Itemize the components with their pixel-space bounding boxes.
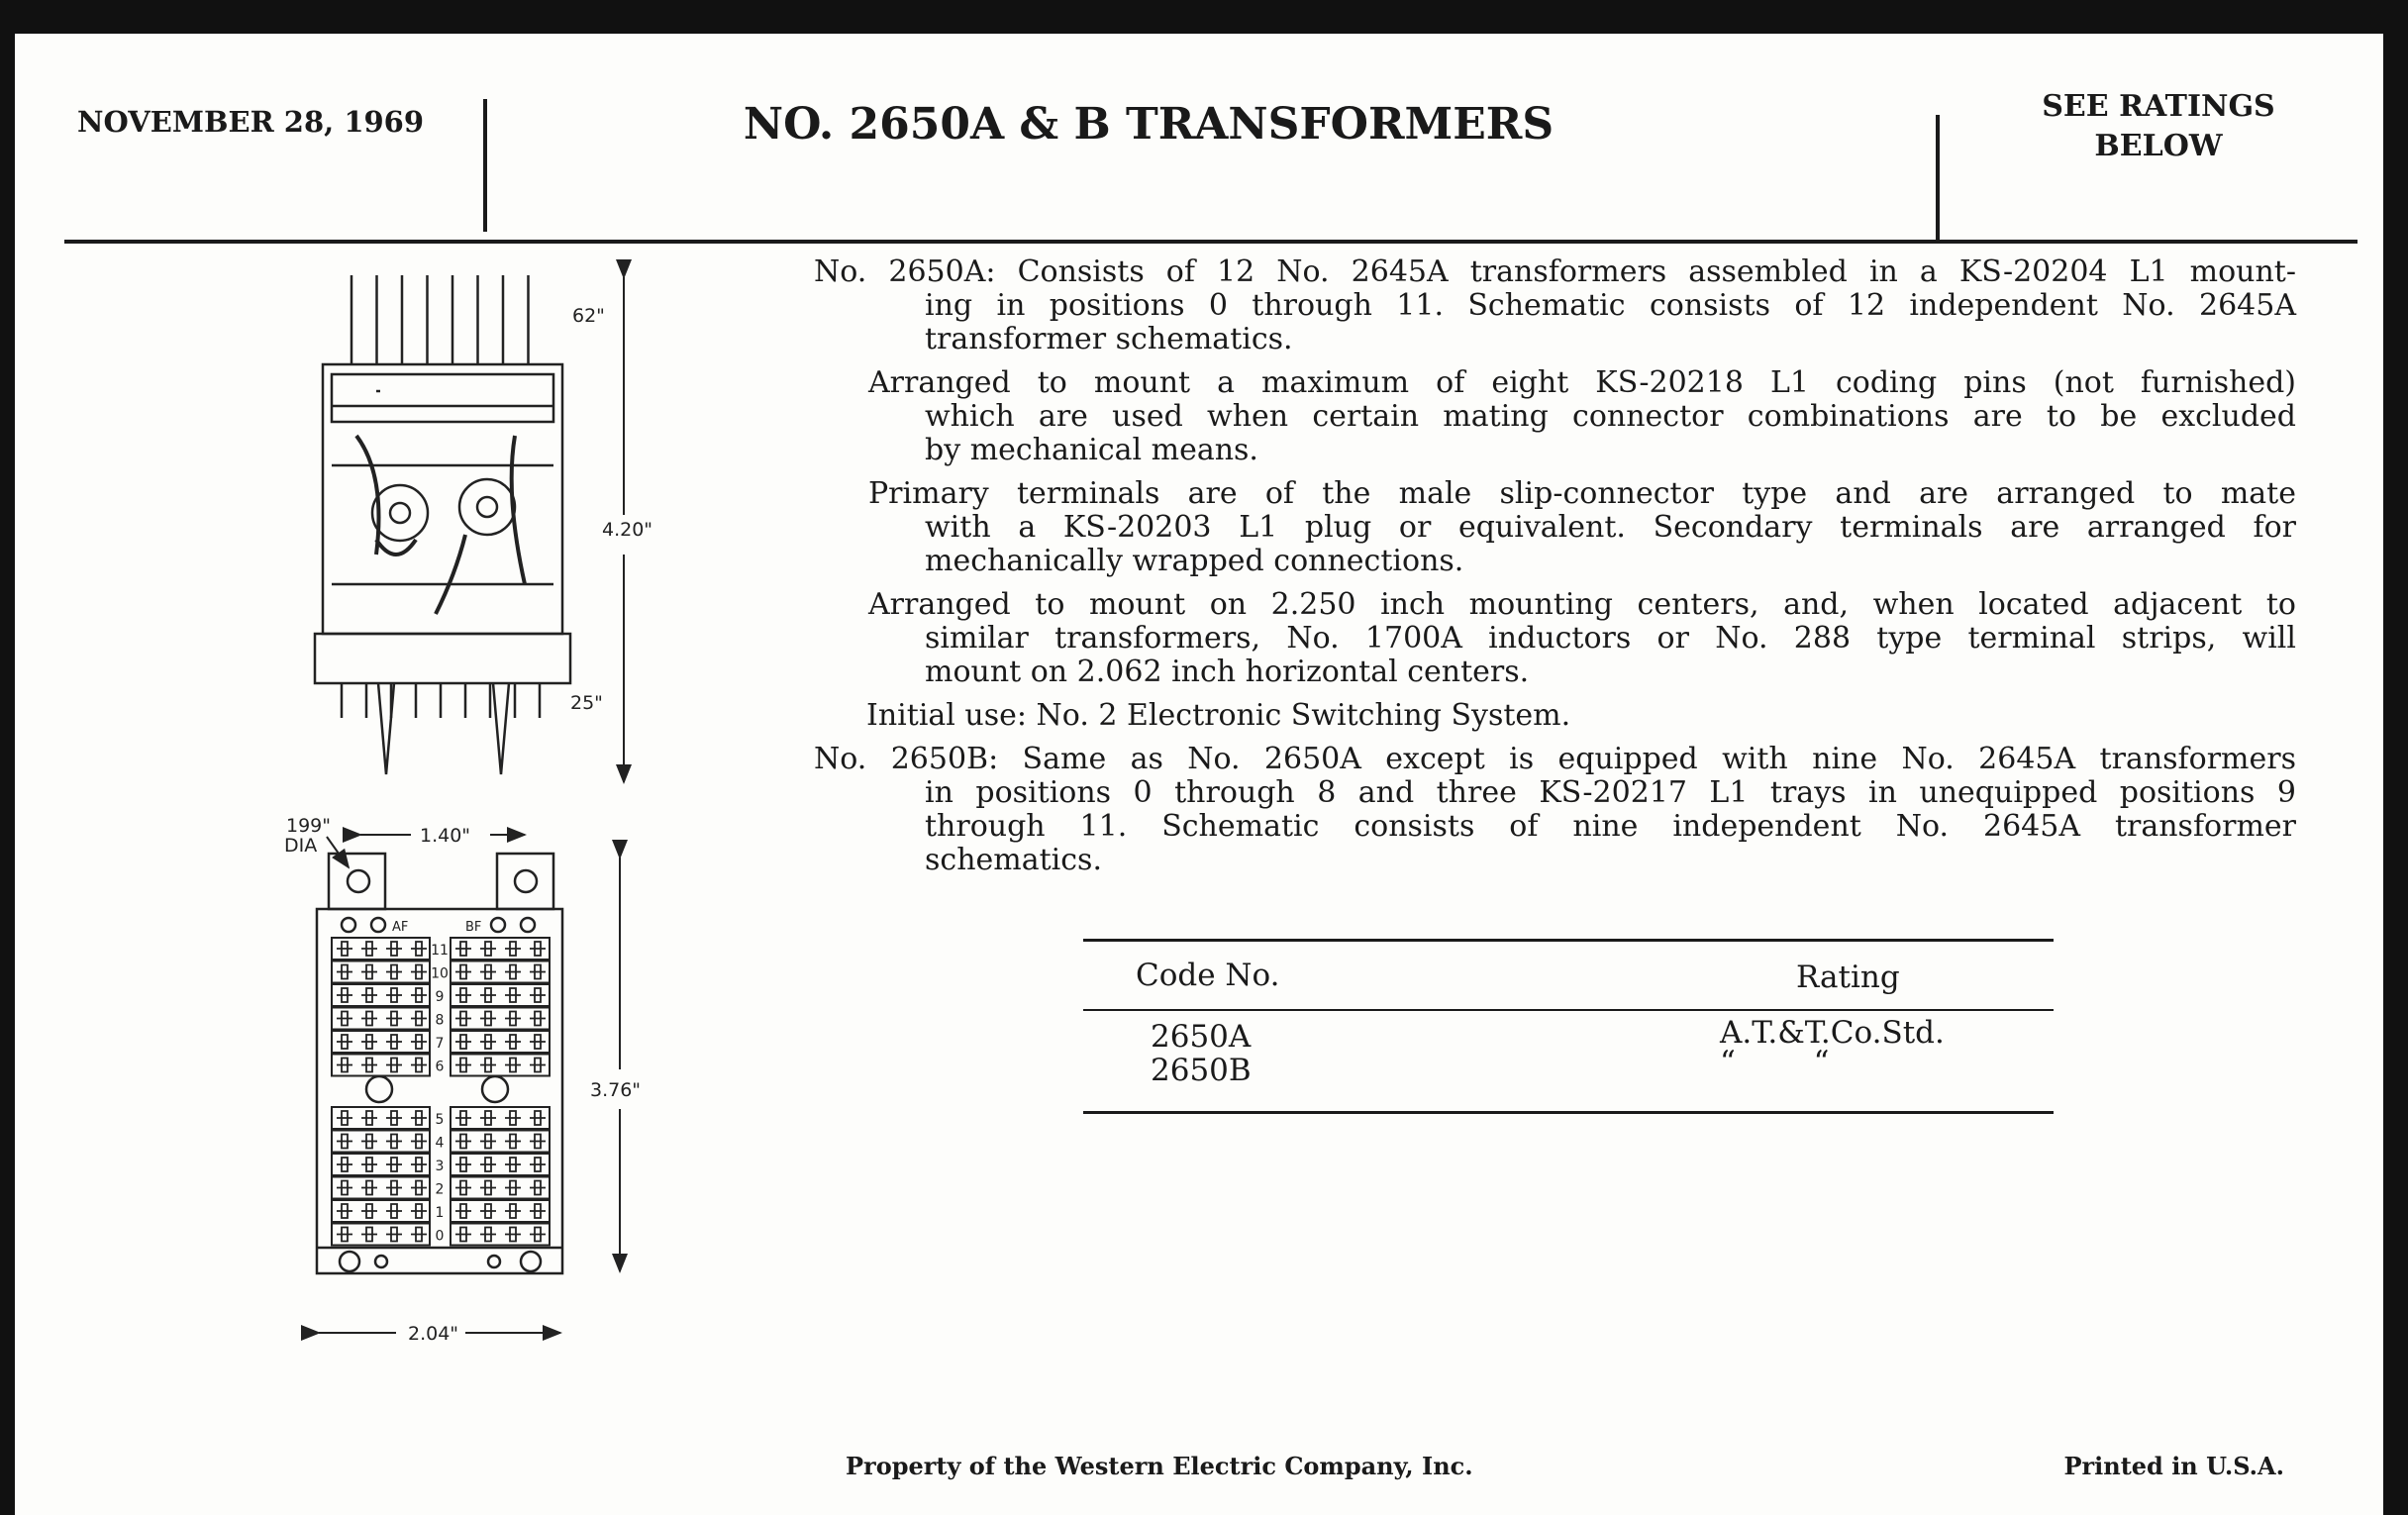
position-number: 1 xyxy=(435,1205,445,1221)
terminal-icon xyxy=(337,1012,352,1026)
terminal-icon xyxy=(455,1204,471,1218)
terminal-icon xyxy=(455,965,471,979)
terminal-icon xyxy=(480,1204,496,1218)
terminal-icon xyxy=(505,1012,521,1026)
terminal-icon xyxy=(361,1035,377,1049)
terminal-icon xyxy=(455,1158,471,1171)
dim-label-bottom: 25" xyxy=(570,692,603,714)
terminal-icon xyxy=(530,1012,546,1026)
terminal-icon xyxy=(361,1204,377,1218)
text-line: mount on 2.062 inch horizontal centers. xyxy=(925,655,1530,689)
position-number: 3 xyxy=(435,1159,445,1174)
terminal-icon xyxy=(480,1035,496,1049)
table-cell-code: 2650B xyxy=(1151,1053,1252,1088)
text-line: by mechanical means. xyxy=(925,433,1258,467)
text-line: Initial use: No. 2 Electronic Switching System. xyxy=(866,698,1571,733)
terminal-icon xyxy=(411,942,427,956)
ratings-note-line: BELOW xyxy=(2094,129,2223,163)
text-line: similar transformers, No. 1700A inductors or No. 288 type terminal strips, will xyxy=(925,621,2296,656)
terminal-icon xyxy=(361,1181,377,1195)
terminal-icon xyxy=(337,1135,352,1149)
terminal-icon xyxy=(386,942,402,956)
terminal-icon xyxy=(480,1012,496,1026)
terminal-icon xyxy=(361,1111,377,1125)
position-number: 0 xyxy=(435,1228,445,1245)
terminal-icon xyxy=(337,1059,352,1072)
terminal-icon xyxy=(480,1111,496,1125)
position-number: 6 xyxy=(435,1059,445,1075)
terminal-icon xyxy=(530,1135,546,1149)
terminal-icon xyxy=(386,1181,402,1195)
terminal-icon xyxy=(411,1059,427,1072)
table-cell-code: 2650A xyxy=(1151,1019,1252,1055)
terminal-icon xyxy=(386,965,402,979)
dim-label-hole-dia-suffix: DIA xyxy=(284,835,318,857)
position-number: 10 xyxy=(431,965,449,982)
terminal-icon xyxy=(455,1135,471,1149)
text-line: transformer schematics. xyxy=(925,322,1293,356)
terminal-icon xyxy=(530,1059,546,1072)
table-header-rating: Rating xyxy=(1796,960,1900,995)
terminal-icon xyxy=(480,1158,496,1171)
terminal-icon xyxy=(337,965,352,979)
terminal-icon xyxy=(480,1181,496,1195)
terminal-icon xyxy=(386,988,402,1002)
terminal-icon xyxy=(505,1158,521,1171)
text-line: Arranged to mount on 2.250 inch mounting centers, and, when located adjacent to xyxy=(868,587,2296,622)
terminal-icon xyxy=(411,1111,427,1125)
terminal-icon xyxy=(530,1111,546,1125)
terminal-icon xyxy=(505,1111,521,1125)
terminal-icon xyxy=(530,1035,546,1049)
terminal-icon xyxy=(455,1228,471,1242)
position-number: 4 xyxy=(435,1135,445,1152)
terminal-icon xyxy=(411,1012,427,1026)
position-number: 8 xyxy=(435,1012,445,1029)
terminal-icon xyxy=(530,942,546,956)
terminal-icon xyxy=(455,1012,471,1026)
terminal-icon xyxy=(337,1158,352,1171)
terminal-icon xyxy=(337,988,352,1002)
terminal-icon xyxy=(337,942,352,956)
terminal-icon xyxy=(530,1158,546,1171)
position-number: 5 xyxy=(435,1112,445,1128)
terminal-icon xyxy=(505,1059,521,1072)
text-line: No. 2650A: Consists of 12 No. 2645A transformers assembled in a KS-20204 L1 mount- xyxy=(814,254,2296,289)
terminal-icon xyxy=(361,1228,377,1242)
terminal-icon xyxy=(530,1228,546,1242)
terminal-icon xyxy=(386,1012,402,1026)
label-bf: BF xyxy=(465,920,482,935)
text-line: which are used when certain mating connector combinations are to be excluded xyxy=(925,399,2296,434)
terminal-icon xyxy=(411,1204,427,1218)
terminal-icon xyxy=(361,988,377,1002)
table-cell-rating: “ “ xyxy=(1720,1045,1830,1080)
terminal-icon xyxy=(361,942,377,956)
label-af: AF xyxy=(392,920,409,935)
terminal-icon xyxy=(480,942,496,956)
terminal-icon xyxy=(505,1181,521,1195)
position-number: 2 xyxy=(435,1181,445,1198)
dim-label-front-height: 3.76" xyxy=(590,1079,642,1101)
terminal-icon xyxy=(480,988,496,1002)
table-cell-rating: A.T.&T.Co.Std. xyxy=(1720,1015,1945,1051)
terminal-icon xyxy=(386,1204,402,1218)
terminal-icon xyxy=(411,965,427,979)
terminal-icon xyxy=(505,965,521,979)
terminal-icon xyxy=(530,1181,546,1195)
terminal-icon xyxy=(505,942,521,956)
terminal-icon xyxy=(455,988,471,1002)
terminal-icon xyxy=(386,1158,402,1171)
terminal-icon xyxy=(530,988,546,1002)
terminal-icon xyxy=(386,1135,402,1149)
terminal-icon xyxy=(411,1158,427,1171)
terminal-icon xyxy=(411,1035,427,1049)
ratings-note-line: SEE RATINGS xyxy=(2042,89,2275,124)
side-view-drawing xyxy=(315,275,570,774)
terminal-icon xyxy=(455,942,471,956)
document-date: NOVEMBER 28, 1969 xyxy=(77,105,425,139)
text-line: with a KS-20203 L1 plug or equivalent. Secondary terminals are arranged for xyxy=(925,510,2296,545)
terminal-icon xyxy=(361,1135,377,1149)
terminal-icon xyxy=(455,1181,471,1195)
terminal-icon xyxy=(337,1228,352,1242)
dim-label-height: 4.20" xyxy=(602,519,653,541)
text-line: Primary terminals are of the male slip-connector type and are arranged to mate xyxy=(868,476,2296,511)
footer-printed-note: Printed in U.S.A. xyxy=(2063,1452,2284,1480)
dim-label-hole-dia: 199" xyxy=(286,815,332,837)
terminal-icon xyxy=(337,1035,352,1049)
terminal-icon xyxy=(361,1158,377,1171)
terminal-icon xyxy=(337,1204,352,1218)
terminal-icon xyxy=(361,965,377,979)
text-line: schematics. xyxy=(925,843,1102,877)
terminal-icon xyxy=(505,1035,521,1049)
terminal-icon xyxy=(480,965,496,979)
footer-property-note: Property of the Western Electric Company, Inc. xyxy=(846,1452,1473,1480)
terminal-icon xyxy=(411,1228,427,1242)
terminal-icon xyxy=(505,1204,521,1218)
terminal-icon xyxy=(411,1135,427,1149)
text-line: in positions 0 through 8 and three KS-20217 L1 trays in unequipped positions 9 xyxy=(925,775,2296,810)
terminal-icon xyxy=(337,1181,352,1195)
terminal-icon xyxy=(505,1228,521,1242)
dim-label-top: 62" xyxy=(572,305,605,327)
text-line: mechanically wrapped connections. xyxy=(925,544,1464,578)
text-line: through 11. Schematic consists of nine independent No. 2645A transformer xyxy=(925,809,2296,844)
terminal-icon xyxy=(386,1059,402,1072)
terminal-icon xyxy=(386,1111,402,1125)
terminal-icon xyxy=(361,1059,377,1072)
position-number: 11 xyxy=(431,943,449,959)
text-line: Arranged to mount a maximum of eight KS-20218 L1 coding pins (not furnished) xyxy=(868,365,2296,400)
text-line: No. 2650B: Same as No. 2650A except is equipped with nine No. 2645A transformers xyxy=(814,742,2296,776)
dim-label-width: 2.04" xyxy=(408,1323,459,1345)
terminal-icon xyxy=(386,1035,402,1049)
terminal-icon xyxy=(337,1111,352,1125)
terminal-icon xyxy=(480,1135,496,1149)
terminal-icon xyxy=(480,1228,496,1242)
page-title: NO. 2650A & B TRANSFORMERS xyxy=(743,99,1555,150)
position-number: 9 xyxy=(435,989,445,1005)
terminal-icon xyxy=(455,1059,471,1072)
terminal-icon xyxy=(480,1059,496,1072)
terminal-icon xyxy=(530,1204,546,1218)
terminal-icon xyxy=(505,988,521,1002)
terminal-icon xyxy=(386,1228,402,1242)
dim-label-hole-spacing: 1.40" xyxy=(420,825,471,847)
position-number: 7 xyxy=(435,1036,445,1052)
terminal-icon xyxy=(455,1035,471,1049)
terminal-icon xyxy=(505,1135,521,1149)
text-line: ing in positions 0 through 11. Schematic consists of 12 independent No. 2645A xyxy=(925,288,2296,323)
terminal-icon xyxy=(411,988,427,1002)
terminal-icon xyxy=(361,1012,377,1026)
terminal-icon xyxy=(411,1181,427,1195)
terminal-icon xyxy=(455,1111,471,1125)
terminal-icon xyxy=(530,965,546,979)
table-header-code: Code No. xyxy=(1136,958,1280,993)
